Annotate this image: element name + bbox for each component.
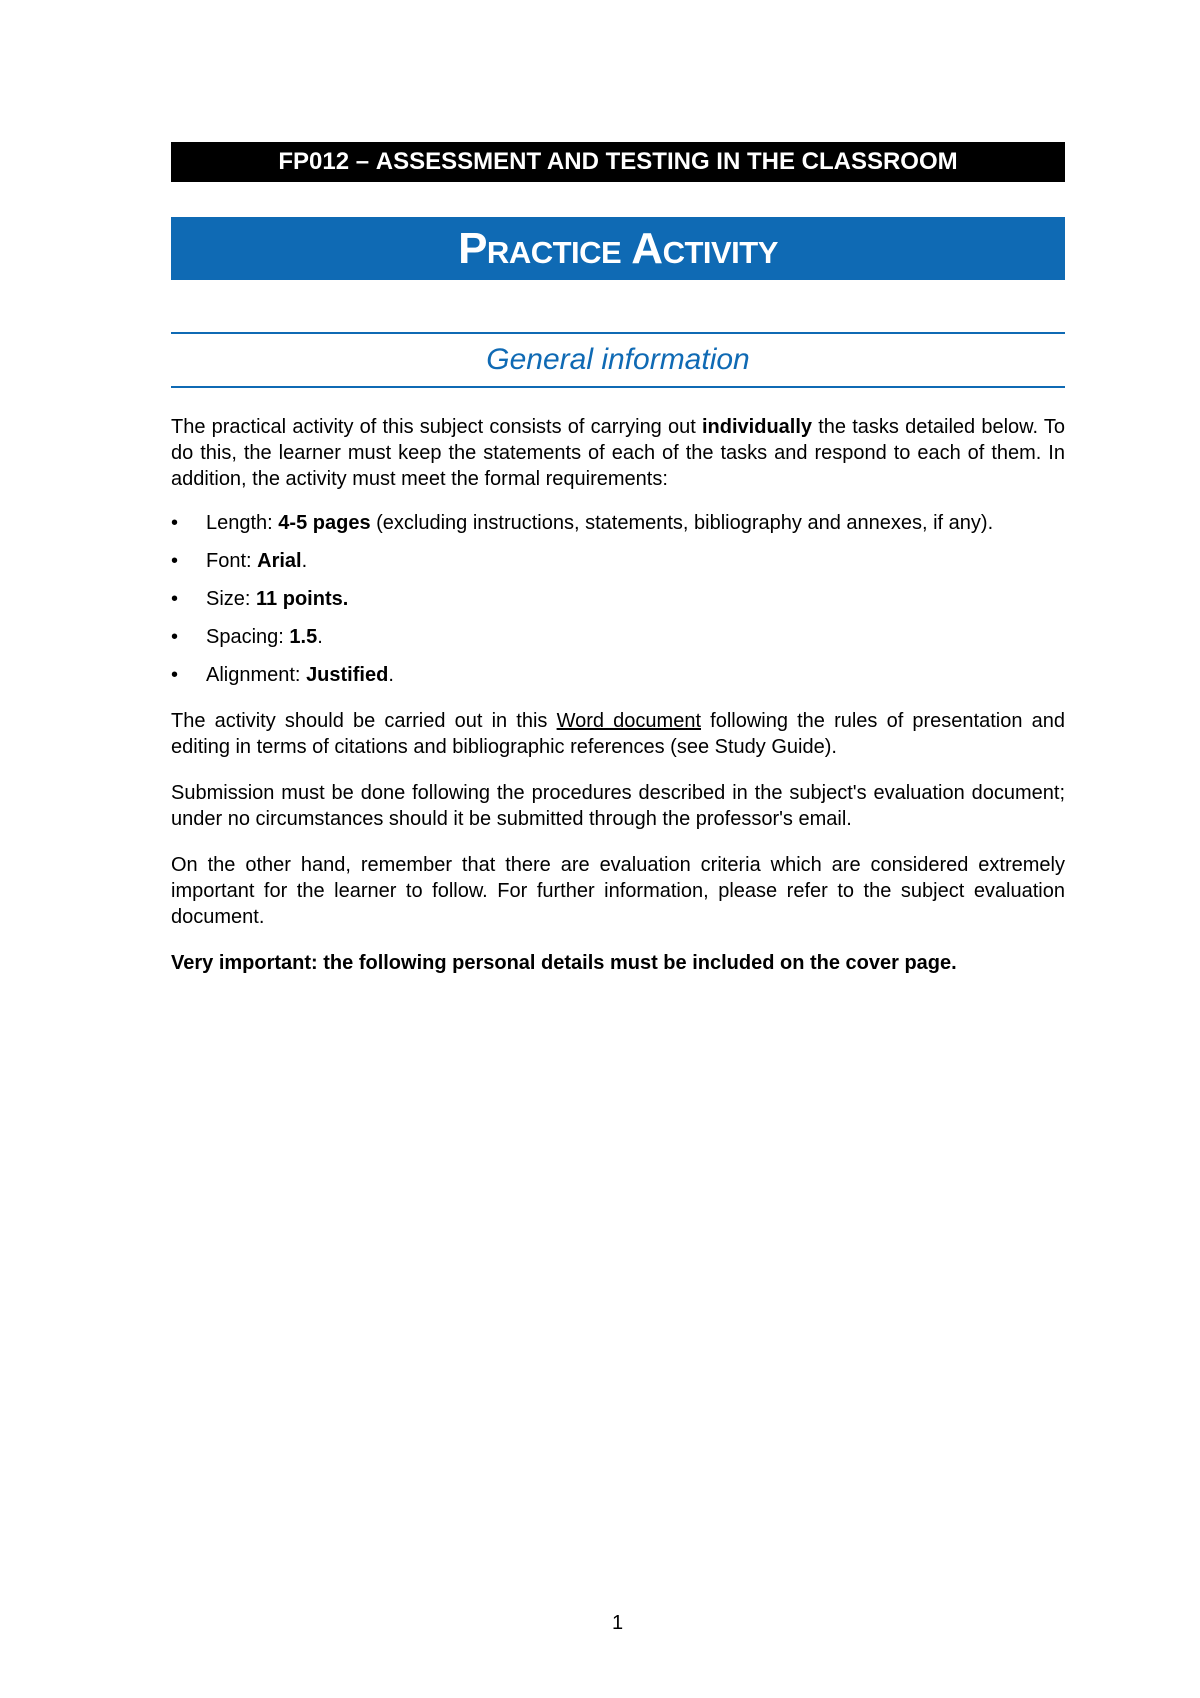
submission-paragraph: Submission must be done following the procedures described in the subject's evaluation document; under no circumstances should it be submitted through the professor's email. (171, 782, 1065, 830)
list-item: • Size: 11 points. (171, 588, 349, 610)
document-page (171, 142, 1065, 976)
list-item: • Spacing: 1.5. (171, 626, 323, 648)
course-code: FP012 – (278, 148, 370, 175)
word-document-paragraph: The activity should be carried out in this Word document following the rules of presentation and editing in terms of citations and bibliographic references (see Study Guide). (171, 710, 1065, 758)
bullet-icon: • (171, 550, 179, 572)
list-item: • Alignment: Justified. (171, 664, 394, 686)
important-note: Very important: the following personal details must be included on the cover page. (171, 952, 957, 974)
bullet-icon: • (171, 664, 179, 686)
bullet-icon: • (171, 626, 179, 648)
list-item: • Font: Arial. (171, 550, 308, 572)
document-title: Practice Activity (171, 217, 1065, 280)
requirements-list (171, 510, 1065, 688)
criteria-paragraph: On the other hand, remember that there are evaluation criteria which are considered extremely important for the learner to follow. For further information, please refer to the subject evaluation document. (171, 854, 1065, 928)
course-title-bar (171, 142, 1065, 182)
intro-paragraph: The practical activity of this subject consists of carrying out individually the tasks detailed below. To do this, the learner must keep the statements of each of the tasks and respond to each of them. In addition, the activity must meet the formal requirements: (171, 416, 1065, 490)
bullet-icon: • (171, 588, 179, 610)
course-name: ASSESSMENT AND TESTING IN THE CLASSROOM (375, 148, 958, 175)
list-item: • Length: 4-5 pages (excluding instructions, statements, bibliography and annexes, if any). (171, 512, 994, 534)
word-document-link[interactable]: Word document (556, 710, 701, 732)
bullet-icon: • (171, 512, 179, 534)
section-heading: General information (171, 332, 1065, 388)
page-number: 1 (611, 1612, 624, 1634)
